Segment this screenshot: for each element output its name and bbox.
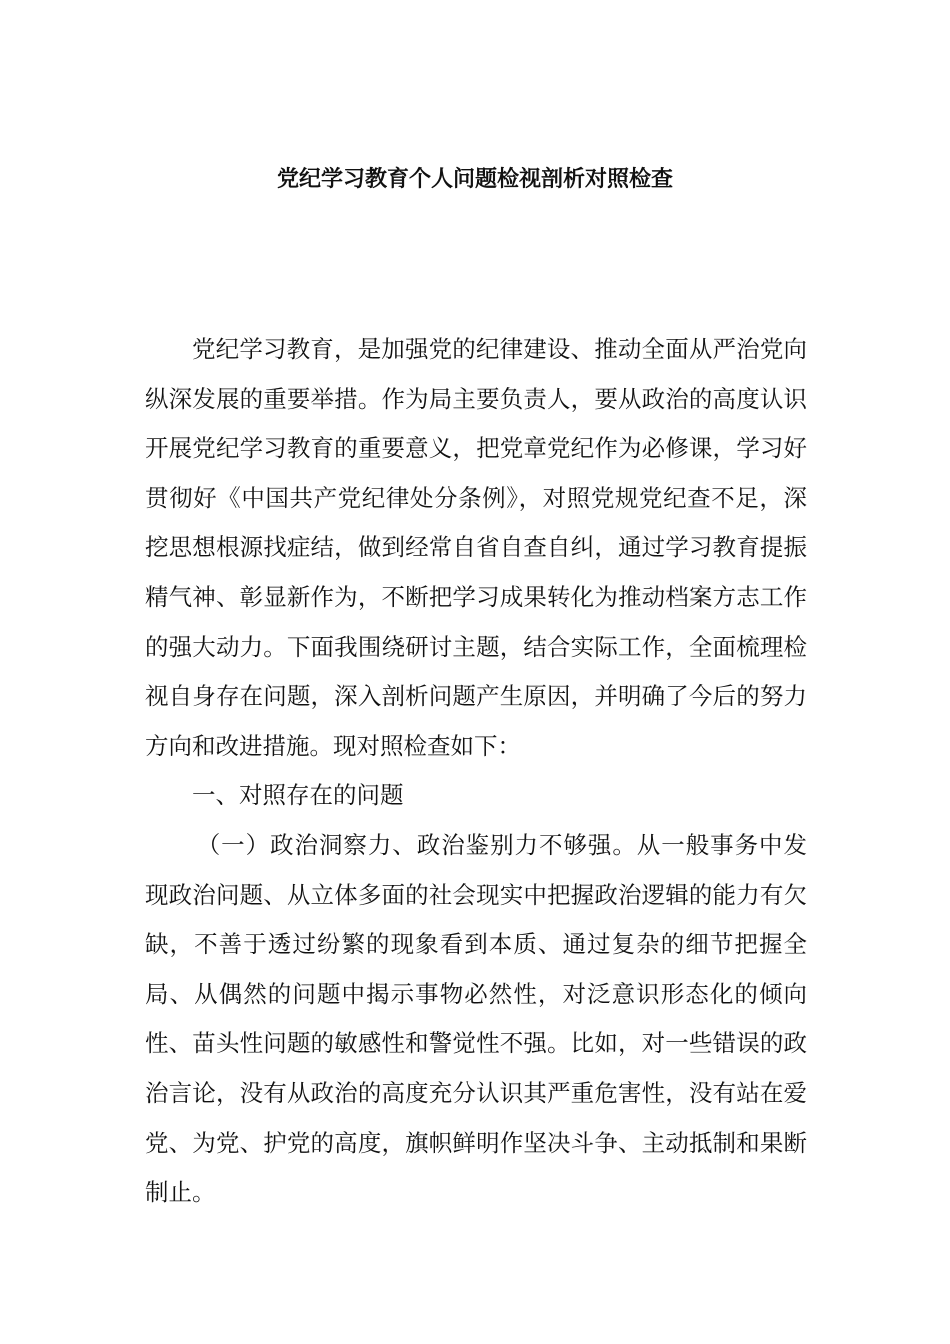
document-body xyxy=(145,325,807,1218)
section-heading: 一、对照存在的问题 xyxy=(192,781,404,810)
problem-item-paragraph: （一）政治洞察力、政治鉴别力不够强。从一般事务中发现政治问题、从立体多面的社会现实中把握政治逻辑的能力有欠缺，不善于透过纷繁的现象看到本质、通过复杂的细节把握全局、从偶然的问题中揭示事物必然性，对泛意识形态化的倾向性、苗头性问题的敏感性和警觉性不强。比如，对一些错误的政治言论，没有从政治的高度充分认识其严重危害性，没有站在爱党、为党、护党的高度，旗帜鲜明作坚决斗争、主动抵制和果断制止。 xyxy=(145,830,807,1207)
document-title: 党纪学习教育个人问题检视剖析对照检查 xyxy=(276,167,673,192)
intro-paragraph: 党纪学习教育，是加强党的纪律建设、推动全面从严治党向纵深发展的重要举措。作为局主要负责人，要从政治的高度认识开展党纪学习教育的重要意义，把党章党纪作为必修课，学习好贯彻好《中国共产党纪律处分条例》，对照党规党纪查不足，深挖思想根源找症结，做到经常自省自查自纠，通过学习教育提振精气神、彰显新作为，不断把学习成果转化为推动档案方志工作的强大动力。下面我围绕研讨主题，结合实际工作，全面梳理检视自身存在问题，深入剖析问题产生原因，并明确了今后的努力方向和改进措施。现对照检查如下： xyxy=(145,335,807,760)
